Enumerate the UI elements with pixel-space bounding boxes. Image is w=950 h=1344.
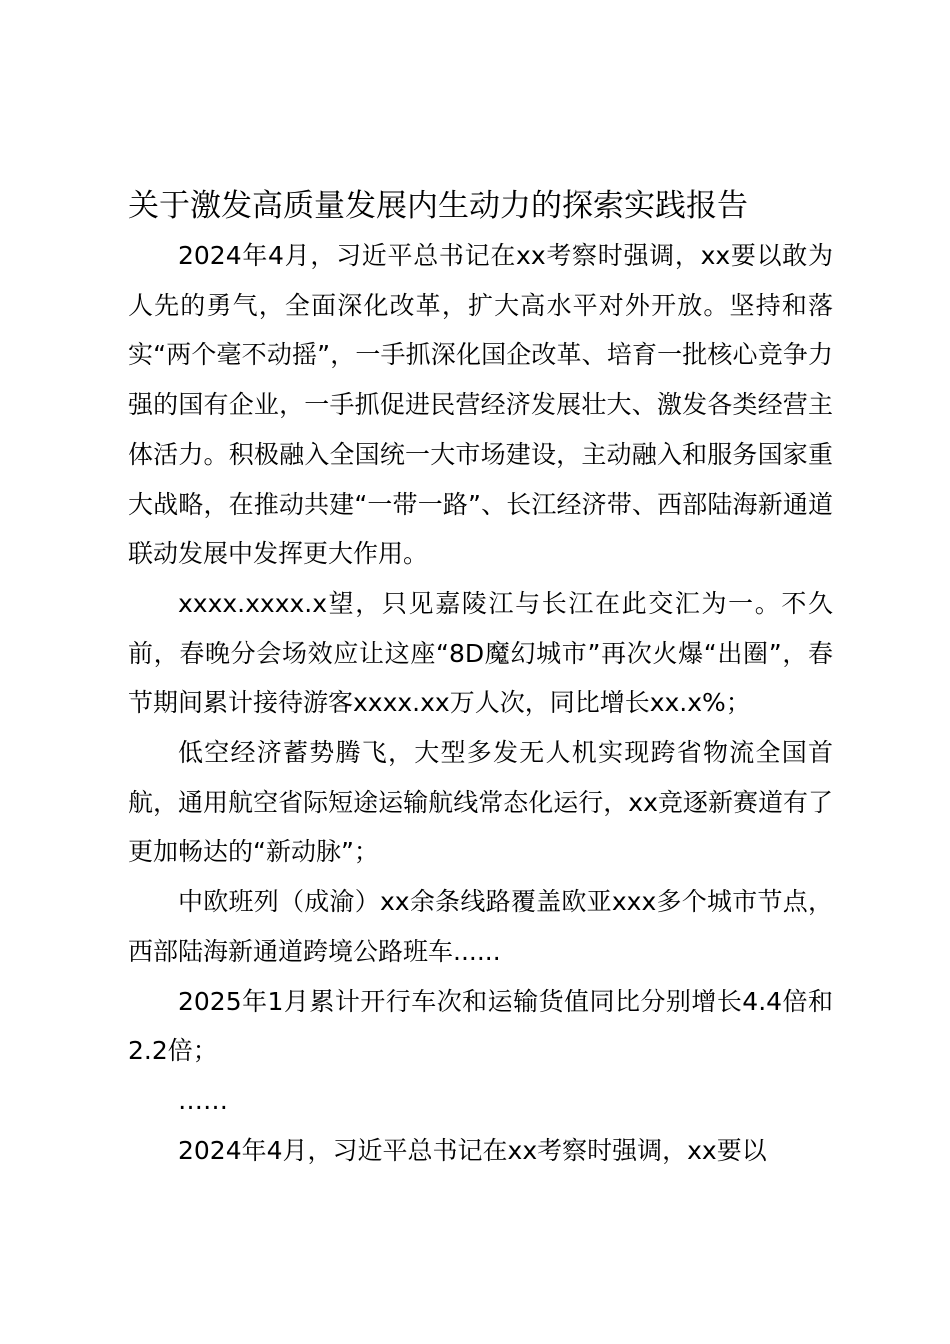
paragraph: 2024年4月，习近平总书记在xx考察时强调，xx要以 <box>178 1135 767 1165</box>
document-body <box>128 231 833 1175</box>
document-title: 关于激发高质量发展内生动力的探索实践报告 <box>128 188 748 224</box>
paragraph: 2025年1月累计开行车次和运输货值同比分别增长4.4倍和2.2倍； <box>128 986 833 1066</box>
paragraph: 低空经济蓄势腾飞，大型多发无人机实现跨省物流全国首航，通用航空省际短途运输航线常态化运行，xx竞逐新赛道有了更加畅达的“新动脉”； <box>128 738 833 867</box>
paragraph: …… <box>178 1085 228 1115</box>
paragraph: 中欧班列（成渝）xx余条线路覆盖欧亚xxx多个城市节点，西部陆海新通道跨境公路班车...... <box>128 887 833 966</box>
paragraph: 2024年4月，习近平总书记在xx考察时强调，xx要以敢为人先的勇气，全面深化改革，扩大高水平对外开放。坚持和落实“两个毫不动摇”，一手抓深化国企改革、培育一批核心竞争力强的国有企业，一手抓促进民营经济发展壮大、激发各类经营主体活力。积极融入全国统一大市场建设，主动融入和服务国家重大战略，在推动共建“一带一路”、长江经济带、西部陆海新通道联动发展中发挥更大作用。 <box>128 241 833 569</box>
paragraph: xxxx.xxxx.x望，只见嘉陵江与长江在此交汇为一。不久前，春晚分会场效应让这座“8D魔幻城市”再次火爆“出圈”，春节期间累计接待游客xxxx.xx万人次，同比增长xx.x%； <box>128 588 833 718</box>
